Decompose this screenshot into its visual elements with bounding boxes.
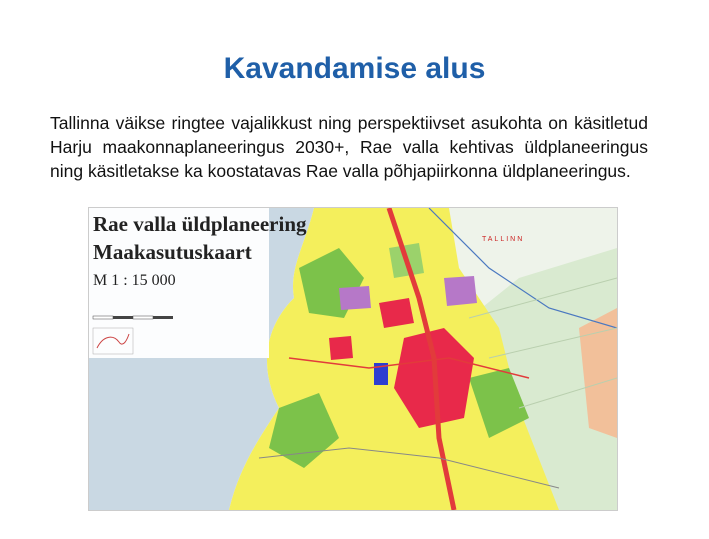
map-subtitle: Maakasutuskaart bbox=[93, 240, 252, 264]
map-place-label: TALLINN bbox=[482, 236, 525, 243]
slide-paragraph: Tallinna väikse ringtee vajalikkust ning perspektiivset asukohta on käsitletud Harju maakonnaplaneeringus 2030+, Rae valla kehtivas üldplaneeringus ning käsitletakse ka koostatavas Rae valla põhjapiirkonna üldplaneeringus. bbox=[50, 113, 648, 181]
map-scale: M 1 : 15 000 bbox=[93, 272, 176, 289]
land-use-map bbox=[88, 207, 618, 511]
slide-title: Kavandamise alus bbox=[223, 52, 486, 85]
map-title: Rae valla üldplaneering bbox=[93, 212, 307, 236]
